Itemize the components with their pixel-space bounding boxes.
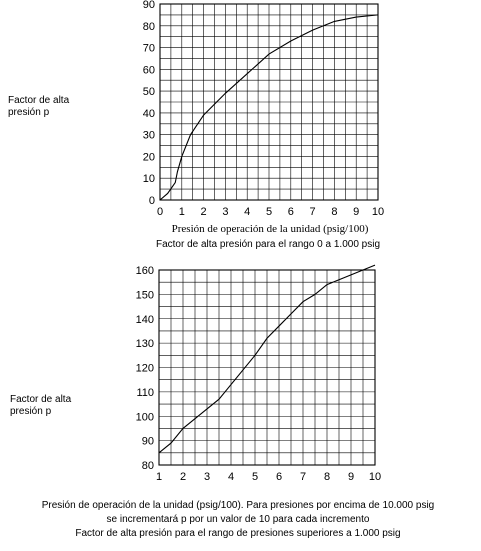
chart-bottom-y-tick-label: 110: [136, 386, 154, 399]
chart-top-x-tick-label: 8: [331, 206, 338, 218]
chart-bottom-xlabel-line-1: Presión de operación de la unidad (psig/100). Para presiones por encima de 10.000 psig: [41, 500, 435, 511]
chart-bottom-ylabel-line-2: presión p: [10, 406, 52, 417]
chart-bottom-y-tick-label: 100: [135, 411, 154, 424]
chart-bottom-x-tick-label: 6: [275, 471, 283, 483]
chart-top-ylabel-line-1: Factor de alta: [8, 95, 70, 106]
chart-bottom-x-tick-label: 3: [203, 471, 211, 483]
chart-bottom-x-tick-label: 4: [227, 471, 235, 483]
chart-bottom-y-tick-label: 160: [135, 265, 154, 277]
chart-bottom-x-tick-label: 7: [299, 471, 307, 483]
chart-bottom-x-tick-label: 5: [251, 471, 259, 483]
chart-top-title: Factor de alta presión para el rango 0 a 1.000 psig: [155, 239, 381, 250]
chart-bottom-x-tick-label: 9: [347, 471, 355, 483]
chart-bottom-x-tick-label: 2: [179, 471, 187, 483]
chart-top-x-tick-label: 4: [244, 206, 251, 218]
chart-top-y-tick-label: 70: [142, 42, 155, 55]
chart-top-x-tick-label: 5: [265, 206, 273, 218]
chart-top-y-tick-label: 60: [142, 64, 155, 77]
chart-top-y-tick-label: 30: [142, 129, 155, 142]
chart-top-y-tick-label: 40: [142, 107, 155, 120]
chart-top-x-tick-label: 2: [200, 206, 207, 218]
chart-top-ylabel-line-2: presión p: [8, 107, 50, 118]
chart-bottom-xlabel-line-3: Factor de alta presión para el rango de presiones superiores a 1.000 psig: [75, 528, 401, 539]
chart-bottom-y-tick-label: 90: [141, 435, 154, 448]
chart-bottom-y-tick-label: 140: [135, 313, 154, 326]
chart-bottom-y-tick-label: 130: [135, 338, 154, 351]
chart-top-x-tick-label: 9: [353, 206, 360, 218]
chart-top-xlabel: Presión de operación de la unidad (psig/100): [171, 223, 369, 235]
chart-top-y-tick-label: 90: [142, 0, 155, 11]
chart-top-x-tick-label: 3: [222, 206, 229, 218]
chart-top-x-tick-label: 10: [371, 206, 385, 218]
chart-top-y-tick-label: 80: [142, 20, 155, 33]
chart-bottom-x-tick-label: 8: [323, 471, 331, 483]
chart-bottom-x-tick-label: 10: [368, 471, 382, 483]
chart-bottom-ylabel-line-1: Factor de alta: [10, 394, 72, 405]
chart-top-y-tick-label: 0: [148, 195, 155, 207]
chart-bottom-high-pressure: [10, 265, 434, 539]
chart-bottom-y-tick-label: 150: [135, 289, 154, 302]
chart-bottom-xlabel-line-2: se incrementará p por un valor de 10 para cada incremento: [106, 514, 370, 525]
chart-top-y-tick-label: 50: [142, 86, 155, 99]
chart-top-low-pressure: [8, 0, 384, 250]
chart-bottom-y-tick-label: 120: [135, 362, 154, 375]
chart-top-x-tick-label: 0: [156, 206, 164, 218]
chart-top-x-tick-label: 1: [178, 206, 185, 218]
chart-top-y-tick-label: 10: [142, 173, 155, 186]
chart-top-x-tick-label: 7: [309, 206, 316, 218]
chart-bottom-y-tick-label: 80: [141, 460, 154, 472]
chart-top-x-tick-label: 6: [287, 206, 294, 218]
chart-top-y-tick-label: 20: [142, 151, 155, 164]
chart-bottom-x-tick-label: 1: [155, 471, 163, 483]
